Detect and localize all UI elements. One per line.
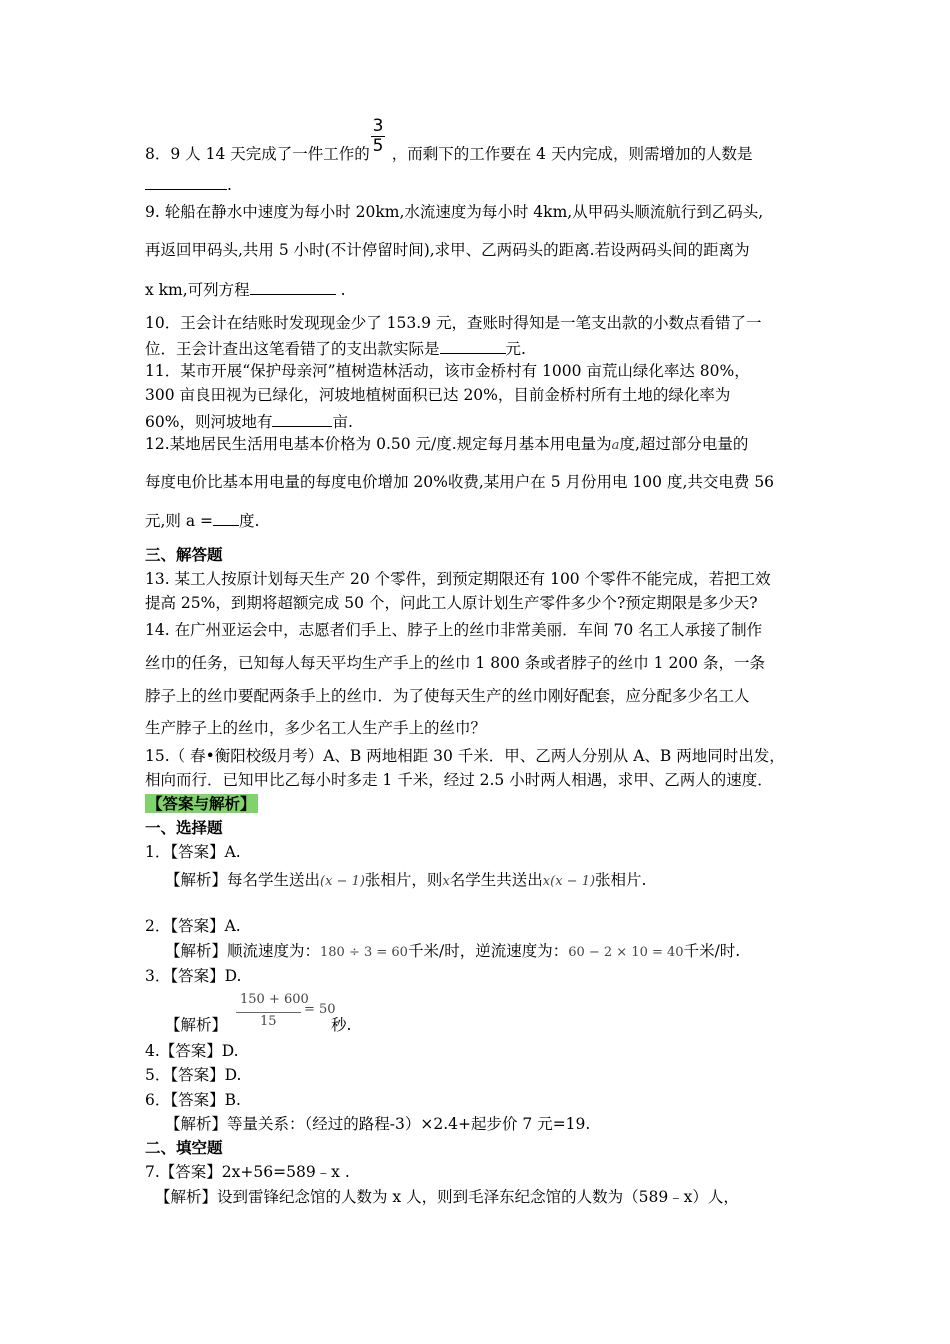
- question-15-line-2: 相向而行．已知甲比乙每小时多走 1 千米，经过 2.5 小时两人相遇，求甲、乙两人的速度．: [145, 771, 773, 789]
- answer-1: 1．【答案】A.: [145, 843, 241, 861]
- answer-7: 7.【答案】2x+56=589﹣x .: [145, 1163, 350, 1181]
- question-9-line-1: 9. 轮船在静水中速度为每小时 20km,水流速度为每小时 4km,从甲码头顺流航行到乙码头,: [145, 203, 764, 221]
- question-14-line-1: 14. 在广州亚运会中，志愿者们手上、脖子上的丝巾非常美丽．车间 70 名工人承接了制作: [145, 621, 763, 639]
- question-11-line-3: 60%，则河坡地有 亩.: [145, 410, 353, 432]
- question-9-line-2: 再返回甲码头,共用 5 小时(不计停留时间),求甲、乙两码头的距离.若设两码头间的距离为: [145, 241, 750, 259]
- fraction-denominator: 5: [372, 136, 384, 156]
- answer-3-explanation: 【解析】 秒.: [165, 1016, 352, 1034]
- answer-blank: [272, 410, 332, 427]
- question-13-line-2: 提高 25%，到期将超额完成 50 个，问此工人原计划生产零件多少个?预定期限是多少天?: [145, 594, 758, 612]
- variable-a: a: [611, 438, 620, 453]
- answer-2-explanation: 【解析】顺流速度为：180 ÷ 3 = 60千米/时，逆流速度为：60 − 2 × 10 = 40千米/时.: [165, 942, 741, 960]
- question-12-line-3: 元,则 a = 度.: [145, 509, 259, 531]
- question-8-line-1: 8．9 人 14 天完成了一件工作的 ，而剩下的工作要在 4 天内完成，则需增加的人数是: [145, 145, 753, 163]
- answer-1-explanation: 【解析】每名学生送出(x − 1)张相片，则x名学生共送出x(x − 1)张相片.: [165, 871, 647, 889]
- question-13-line-1: 13. 某工人按原计划每天生产 20 个零件，到预定期限还有 100 个零件不能完成，若把工效: [145, 570, 771, 588]
- answer-blank: [250, 278, 336, 295]
- question-15-line-1: 15.（ 春•衡阳校级月考）A、B 两地相距 30 千米．甲、乙两人分别从 A、B 两地同时出发，: [145, 747, 785, 765]
- fraction-numerator: 3: [372, 116, 384, 136]
- question-11-line-2: 300 亩良田视为已绿化，河坡地植树面积已达 20%，目前金桥村所有土地的绿化率为: [145, 386, 731, 404]
- question-10-line-2: 位．王会计查出这笔看错了的支出款实际是 元.: [145, 337, 526, 359]
- question-12-line-2: 每度电价比基本用电量的每度电价增加 20%收费,某用户在 5 月份用电 100 度,共交电费 56: [145, 473, 775, 491]
- section-heading-1: 一、选择题: [145, 818, 223, 837]
- question-14-line-3: 脖子上的丝巾要配两条手上的丝巾．为了使每天生产的丝巾刚好配套，应分配多少名工人: [145, 687, 750, 705]
- section-heading-3: 三、解答题: [145, 545, 223, 564]
- answer-blank: [440, 337, 506, 354]
- section-heading-2: 二、填空题: [145, 1138, 223, 1157]
- question-8-line-2: .: [145, 173, 232, 195]
- fraction-expression: 150 + 600 15 = 50: [236, 992, 313, 1007]
- answer-3: 3．【答案】D.: [145, 967, 242, 985]
- answers-header: 【答案与解析】: [147, 794, 256, 813]
- question-10-line-1: 10．王会计在结账时发现现金少了 153.9 元，查账时得知是一笔支出款的小数点看错了一: [145, 314, 762, 332]
- question-11-line-1: 11．某市开展“保护母亲河”植树造林活动，该市金桥村有 1000 亩荒山绿化率达 80%，: [145, 362, 750, 380]
- answer-4: 4.【答案】D.: [145, 1042, 239, 1060]
- answer-7-explanation: 【解析】设到雷锋纪念馆的人数为 x 人，则到毛泽东纪念馆的人数为（589﹣x）人，: [155, 1188, 739, 1206]
- answer-blank: [213, 509, 239, 526]
- question-14-line-2: 丝巾的任务，已知每人每天平均生产手上的丝巾 1 800 条或者脖子的丝巾 1 200 条，一条: [145, 654, 765, 672]
- answer-blank: [145, 173, 227, 190]
- answer-6: 6．【答案】B.: [145, 1091, 241, 1109]
- question-12-line-1: 12.某地居民生活用电基本价格为 0.50 元/度.规定每月基本用电量为a度,超过部分电量的: [145, 435, 749, 453]
- question-14-line-4: 生产脖子上的丝巾，多少名工人生产手上的丝巾？: [145, 719, 487, 737]
- answer-5: 5．【答案】D.: [145, 1066, 242, 1084]
- answer-2: 2．【答案】A.: [145, 917, 241, 935]
- answer-6-explanation: 【解析】等量关系：（经过的路程-3）×2.4+起步价 7 元=19.: [165, 1115, 591, 1133]
- question-9-line-3: x km,可列方程 .: [145, 278, 346, 300]
